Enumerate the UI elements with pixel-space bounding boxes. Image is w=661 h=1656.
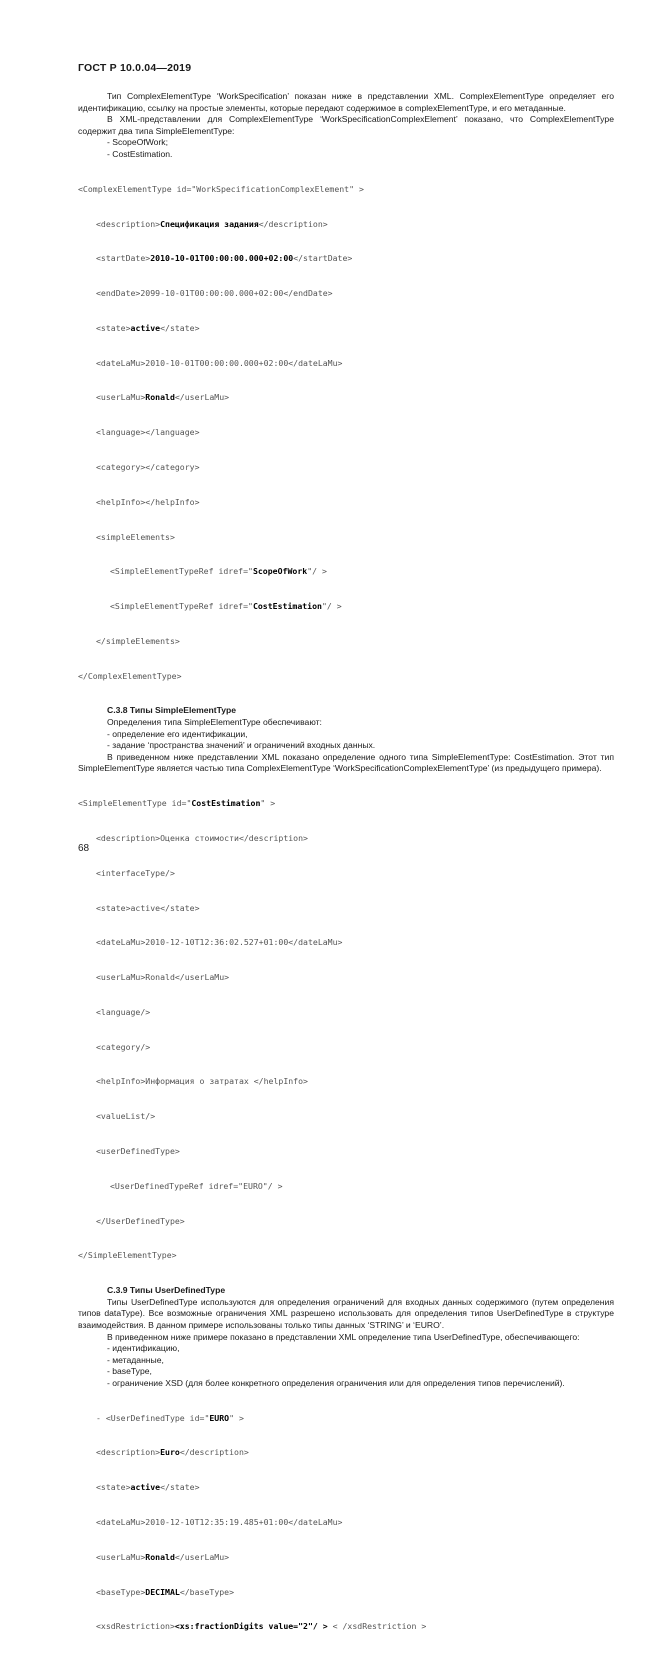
code-line: <state>active</state> xyxy=(78,903,614,915)
code-line xyxy=(78,1482,614,1494)
document-header: ГОСТ Р 10.0.04—2019 xyxy=(78,62,191,74)
code-tag: <userLaMu> xyxy=(96,1552,145,1562)
paragraph: В приведенном ниже примере показано в представлении XML определение типа UserDefinedType, обеспечивающего: xyxy=(78,1332,614,1344)
code-line: <UserDefinedTypeRef idref="EURO"/ > xyxy=(78,1181,614,1193)
code-line: <dateLaMu>2010-12-10T12:36:02.527+01:00</dateLaMu> xyxy=(78,937,614,949)
code-line xyxy=(78,323,614,335)
code-line: </simpleElements> xyxy=(78,636,614,648)
code-tag: </startDate> xyxy=(293,253,352,263)
code-value: active xyxy=(131,323,161,333)
code-tag: </description> xyxy=(180,1447,249,1457)
list-item: - CostEstimation. xyxy=(78,149,614,161)
list-item: - ограничение XSD (для более конкретного определения ограничения или для определения типов перечислений). xyxy=(78,1378,614,1390)
code-line: </UserDefinedType> xyxy=(78,1216,614,1228)
code-line: <valueList/> xyxy=(78,1111,614,1123)
code-line: <description>Оценка стоимости</description> xyxy=(78,833,614,845)
code-tag: < /xsdRestriction > xyxy=(328,1621,427,1631)
code-line xyxy=(78,392,614,404)
xml-code-block xyxy=(78,161,614,706)
paragraph: Типы UserDefinedType используются для определения ограничений для входных данных содержимого (путем определения типов dataType). Все возможные ограничения XML разрешено использовать для определения типов UserDefinedType в структуре взаимодействия. В данном примере использованы только типы данных ‘STRING’ и ‘EURO’. xyxy=(78,1297,614,1332)
code-tag: </description> xyxy=(259,219,328,229)
code-value: 2010-10-01T00:00:00.000+02:00 xyxy=(150,253,293,263)
code-tag: "/ > xyxy=(322,601,342,611)
paragraph: В приведенном ниже представлении XML показано определение одного типа SimpleElementType: CostEstimation. Этот тип SimpleElementType является частью типа ComplexElementType ‘WorkSpecificationComplexElementType’ (из предыдущего примера). xyxy=(78,752,614,775)
code-line xyxy=(78,219,614,231)
code-line xyxy=(78,798,614,810)
paragraph: Тип ComplexElementType ‘WorkSpecification’ показан ниже в представлении XML. ComplexElementType определяет его идентификацию, ссылку на простые элементы, которые передают содержимое в complexElementType, и его метаданные. xyxy=(78,91,614,114)
code-tag: <state> xyxy=(96,323,131,333)
code-tag: <xsdRestriction> xyxy=(96,1621,175,1631)
section-heading: С.3.9 Типы UserDefinedType xyxy=(78,1285,614,1297)
code-tag: <description> xyxy=(96,1447,160,1457)
code-value: active xyxy=(131,1482,161,1492)
code-line: <userLaMu>Ronald</userLaMu> xyxy=(78,972,614,984)
code-tag: <startDate> xyxy=(96,253,150,263)
code-line xyxy=(78,1587,614,1599)
code-line: <category></category> xyxy=(78,462,614,474)
list-item: - идентификацию, xyxy=(78,1343,614,1355)
list-item: - ScopeOfWork; xyxy=(78,137,614,149)
list-item: - задание ‘пространства значений’ и ограничений входных данных. xyxy=(78,740,614,752)
code-line xyxy=(78,1621,614,1633)
code-tag: </state> xyxy=(160,323,199,333)
code-tag: " > xyxy=(229,1413,244,1423)
page-number: 68 xyxy=(78,843,89,854)
code-line xyxy=(78,1552,614,1564)
code-line: <helpInfo></helpInfo> xyxy=(78,497,614,509)
section-heading: С.3.8 Типы SimpleElementType xyxy=(78,705,614,717)
code-line: <language></language> xyxy=(78,427,614,439)
code-line xyxy=(78,601,614,613)
code-tag: <SimpleElementType id=" xyxy=(78,798,191,808)
code-line: <category/> xyxy=(78,1042,614,1054)
code-tag: </baseType> xyxy=(180,1587,234,1597)
code-line: <dateLaMu>2010-10-01T00:00:00.000+02:00</dateLaMu> xyxy=(78,358,614,370)
code-line xyxy=(78,1413,614,1425)
code-tag: </state> xyxy=(160,1482,199,1492)
code-line: <dateLaMu>2010-12-10T12:35:19.485+01:00</dateLaMu> xyxy=(78,1517,614,1529)
list-item: - метаданные, xyxy=(78,1355,614,1367)
code-line: <interfaceType/> xyxy=(78,868,614,880)
code-tag: </userLaMu> xyxy=(175,392,229,402)
list-item: - определение его идентификации, xyxy=(78,729,614,741)
code-line: <simpleElements> xyxy=(78,532,614,544)
xml-code-block xyxy=(78,1390,614,1656)
list-item: - baseType, xyxy=(78,1366,614,1378)
code-tag: <description> xyxy=(96,219,160,229)
code-line: <language/> xyxy=(78,1007,614,1019)
code-value: Ronald xyxy=(145,392,175,402)
paragraph: В XML-представлении для ComplexElementType ‘WorkSpecificationComplexElement’ показано, что ComplexElementType содержит два типа SimpleElementType: xyxy=(78,114,614,137)
code-tag: <baseType> xyxy=(96,1587,145,1597)
code-tag: - <UserDefinedType id=" xyxy=(96,1413,209,1423)
code-line: <endDate>2099-10-01T00:00:00.000+02:00</endDate> xyxy=(78,288,614,300)
code-value: CostEstimation xyxy=(191,798,260,808)
code-value: DECIMAL xyxy=(145,1587,180,1597)
xml-code-block xyxy=(78,775,614,1285)
code-line xyxy=(78,566,614,578)
code-value: Euro xyxy=(160,1447,180,1457)
code-line xyxy=(78,1447,614,1459)
document-body xyxy=(78,91,614,1656)
code-line xyxy=(78,253,614,265)
code-tag: <userLaMu> xyxy=(96,392,145,402)
code-line: </ComplexElementType> xyxy=(78,671,614,683)
code-tag: " > xyxy=(260,798,275,808)
code-value: Ronald xyxy=(145,1552,175,1562)
code-tag: <SimpleElementTypeRef idref=" xyxy=(110,601,253,611)
paragraph: Определения типа SimpleElementType обеспечивают: xyxy=(78,717,614,729)
code-value: Спецификация задания xyxy=(160,219,259,229)
code-tag: <SimpleElementTypeRef idref=" xyxy=(110,566,253,576)
code-tag: "/ > xyxy=(307,566,327,576)
code-line: <userDefinedType> xyxy=(78,1146,614,1158)
code-tag: <state> xyxy=(96,1482,131,1492)
code-value: <xs:fractionDigits value="2"/ > xyxy=(175,1621,328,1631)
code-value: EURO xyxy=(209,1413,229,1423)
code-line: <ComplexElementType id="WorkSpecificationComplexElement" > xyxy=(78,184,614,196)
code-value: CostEstimation xyxy=(253,601,322,611)
code-tag: </userLaMu> xyxy=(175,1552,229,1562)
code-value: ScopeOfWork xyxy=(253,566,307,576)
code-line: </SimpleElementType> xyxy=(78,1250,614,1262)
code-line: <helpInfo>Информация о затратах </helpInfo> xyxy=(78,1076,614,1088)
